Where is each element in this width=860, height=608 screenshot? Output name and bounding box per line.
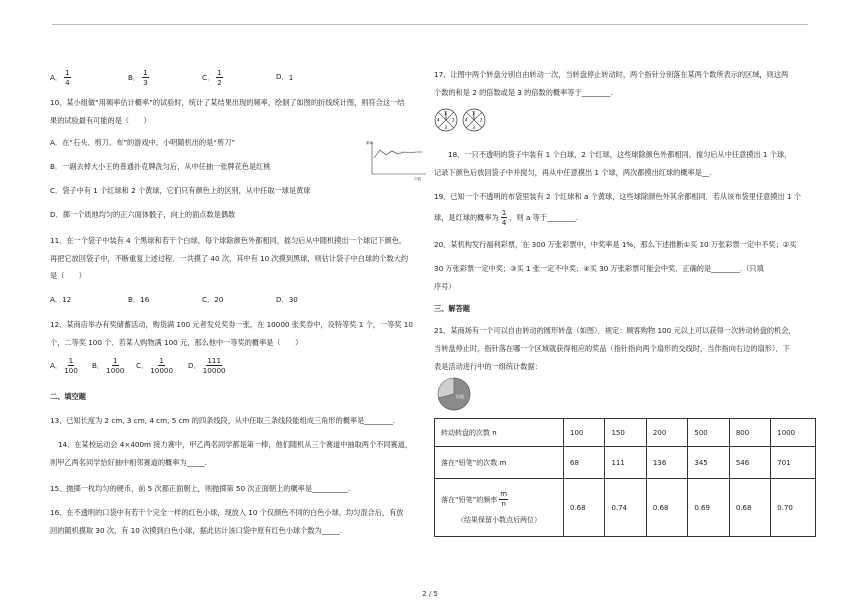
q9-option-b: B． $\frac{1}{3}$ [128,68,148,87]
table-cell: 100 [564,419,605,447]
q19-stem-line2: 球，是红球的概率为 $\frac{1}{4}$ ，则 a 等于________. [434,208,579,227]
spinner-b-sector-1: 1 [472,111,475,116]
q16-stem-line1: 16、在不透明的口袋中有若干个完全一样的红色小球，现放入 10 个仅颜色不同的白色小球，均匀混合后，有放 [50,508,404,517]
fraction: $\frac{1}{1000}$ [106,356,125,375]
fraction: $\frac{1}{100}$ [64,356,78,375]
table-cell: 0.69 [688,479,729,537]
fraction: $\frac{1}{2}$ [217,68,222,87]
q9-option-d: D． 1 [276,72,294,82]
fraction: $\frac{m}{n}$ [500,490,508,508]
spinner-b [462,108,486,132]
frequency-line-chart [366,138,428,182]
table-cell: 701 [771,447,816,479]
q12-option-c: C． $\frac{1}{10000}$ [136,356,174,375]
table-cell: 68 [564,447,605,479]
q11-stem-line2: 再把它放回袋子中，不断重复上述过程．一共摸了 40 次，其中有 10 次摸到黑球，则估计袋子中白球的个数大约 [50,254,409,263]
q12-option-a: A． $\frac{1}{100}$ [50,356,78,375]
chart-frequency-line [374,150,422,158]
table-cell: 0.74 [605,479,646,537]
q17-stem-line1: 17、让图中两个转盘分别自由转动一次，当转盘停止转动时，两个指针分别落在某两个数所表示的区域，则这两 [434,70,789,79]
fraction: $\frac{1}{10000}$ [150,356,174,375]
q21-stem-line3: 表是活动进行中的一组统计数据： [434,362,542,371]
q9-option-c: C． $\frac{1}{2}$ [202,68,222,87]
q10-stem-line2: 果的试验最有可能的是（ ） [50,116,151,125]
q15-stem: 15、抛掷一枚均匀的硬币，前 5 次都正面朝上，则抛掷第 50 次正面朝上的概率是__________. [50,484,351,493]
q10-stem-line1: 10、某小组做“用频率估计概率”的试验时，统计了某结果出现的频率，绘制了如图的折线统计图，则符合这一结 [50,98,405,107]
header-rule [52,24,808,25]
spinner-b-sector-2: 2 [480,117,483,123]
q16-stem-line2: 回的随机摸取 30 次，有 10 次摸到白色小球，据此估计该口袋中原有红色小球个数为_____. [50,526,343,535]
q10-option-a: A．在“石头、剪刀、布”的游戏中，小明随机出的是“剪刀” [50,138,236,147]
spinner-a-sector-2: 2 [452,117,455,123]
table-row [435,479,816,537]
fraction: $\frac{1}{4}$ [501,208,507,227]
q14-stem-line2: 则甲乙两名同学恰好抽中相邻赛道的概率为_____. [50,458,207,467]
spinner-a-sector-3: 3 [444,125,448,130]
q14-stem-line1: 14、在某校运动会 4×400m 接力赛中，甲乙两名同学都是第一棒，他们随机从三个赛道中抽取两个不同赛道， [58,440,413,449]
table-cell-label: 落在“铅笔”的次数 m [435,447,564,479]
q11-option-b: B．16 [128,295,150,304]
q18-stem-line2: 记录下颜色后放回袋子中并搅匀，再从中任意摸出 1 个球，两次都摸出红球的概率是__. [434,168,712,177]
q21-stem-line2: 当转盘停止时，指针落在哪一个区域就获得相应的奖品（指针指向两个扇形的交线时，当作指向右边的扇形）．下 [434,344,790,353]
q19-stem-line1: 19、已知一个不透明的布袋里装有 2 个红球和 a 个黄球，这些球除颜色外其余都相同．若从该布袋里任意摸出 1 个 [434,192,802,201]
q20-stem-line2: 30 万张彩票一定中奖；③买 1 张一定不中奖；④买 30 万张彩票可能会中奖．正确的是________.（只填 [434,264,764,273]
q12-stem-line1: 12、某商店举办有奖储蓄活动，购货满 100 元者发兑奖券一张，在 10000 张奖券中，设特等奖 1 个，一等奖 10 [50,320,413,329]
page-number: 2 / 5 [422,590,438,598]
q21-stem-line1: 21、某商场有一个可以自由转动的圆形转盘（如图）．规定：顾客购物 100 元以上可以获得一次转动转盘的机会， [434,326,796,335]
table-cell: 136 [646,447,687,479]
q10-option-c: C．袋子中有 1 个红球和 2 个黄球，它们只有颜色上的区别，从中任取一球是黄球 [50,186,311,195]
q10-option-d: D．掷一个质地均匀的正六面体骰子，向上的面点数是偶数 [50,210,236,219]
chart-y-label: 频率 [366,141,373,145]
results-table [434,418,816,537]
spinner-a-sector-4: 4 [437,117,440,123]
q12-stem-line2: 个，二等奖 100 个．若某人购物满 100 元，那么他中一等奖的概率是（ ） [50,338,303,347]
q12-option-b: B． $\frac{1}{1000}$ [92,356,125,375]
table-row [435,447,816,479]
q18-stem-line1: 18、一只不透明的袋子中装有 1 个白球，2 个红球，这些球除颜色外都相同，搅匀后从中任意摸出 1 个球， [448,150,792,159]
table-cell: 0.68 [646,479,687,537]
table-cell: 0.68 [729,479,770,537]
chart-x-label: 次数 [414,177,421,181]
table-cell: 0.70 [771,479,816,537]
spinner-b-sector-4: 4 [465,117,468,123]
table-cell: 546 [729,447,770,479]
turntable-pie [436,376,472,412]
section-fill-in-heading: 二、填空题 [50,392,86,401]
table-cell: 111 [605,447,646,479]
q13-stem: 13、已知长度为 2 cm, 3 cm, 4 cm, 5 cm 的四条线段，从中任取三条线段能组成三角形的概率是________. [50,416,396,425]
q11-stem-line1: 11、在一个袋子中装有 4 个黑球和若干个白球，每个球除颜色外都相同，摇匀后从中随机摸出一个球记下颜色， [50,236,407,245]
q20-stem-line3: 序号） [434,282,456,291]
section-solutions-heading: 三、解答题 [434,304,470,313]
q17-stem-line2: 个数的和是 2 的倍数或是 3 的倍数的概率等于________. [434,88,613,97]
table-cell: 0.68 [564,479,605,537]
q10-option-b: B．一副去掉大小王的普通扑克牌洗匀后，从中任抽一张牌花色是红桃 [50,162,271,171]
spinner-a-sector-1: 1 [444,111,447,116]
table-cell: 1000 [771,419,816,447]
fraction: $\frac{111}{10000}$ [202,356,226,375]
pie-label-pencil: 铅笔 [456,394,464,399]
q12-option-d: D． $\frac{111}{10000}$ [188,356,226,375]
table-cell: 150 [605,419,646,447]
table-row [435,419,816,447]
q20-stem-line1: 20、某机构发行福利彩票，在 300 万张彩票中，中奖率是 1%，那么下述推断①买 10 万张彩票一定中不奖；②买 [434,240,797,249]
q9-option-a: A． $\frac{1}{4}$ [50,68,70,87]
table-cell: 345 [688,447,729,479]
fraction: $\frac{1}{3}$ [143,68,148,87]
table-cell-label: 落在“铅笔”的频率 $\frac{m}{n}$ （结果保留小数点后两位） [435,479,564,537]
q11-option-c: C．20 [202,295,224,304]
table-cell: 200 [646,419,687,447]
table-cell-label: 转动转盘的次数 n [435,419,564,447]
spinner-b-sector-3: 3 [472,125,476,130]
q11-option-d: D．30 [276,295,298,304]
fraction: $\frac{1}{4}$ [65,68,70,87]
spinner-a [434,108,458,132]
table-cell: 500 [688,419,729,447]
table-cell: 800 [729,419,770,447]
q11-stem-line3: 是（ ） [50,271,86,280]
q11-option-a: A．12 [50,295,72,304]
